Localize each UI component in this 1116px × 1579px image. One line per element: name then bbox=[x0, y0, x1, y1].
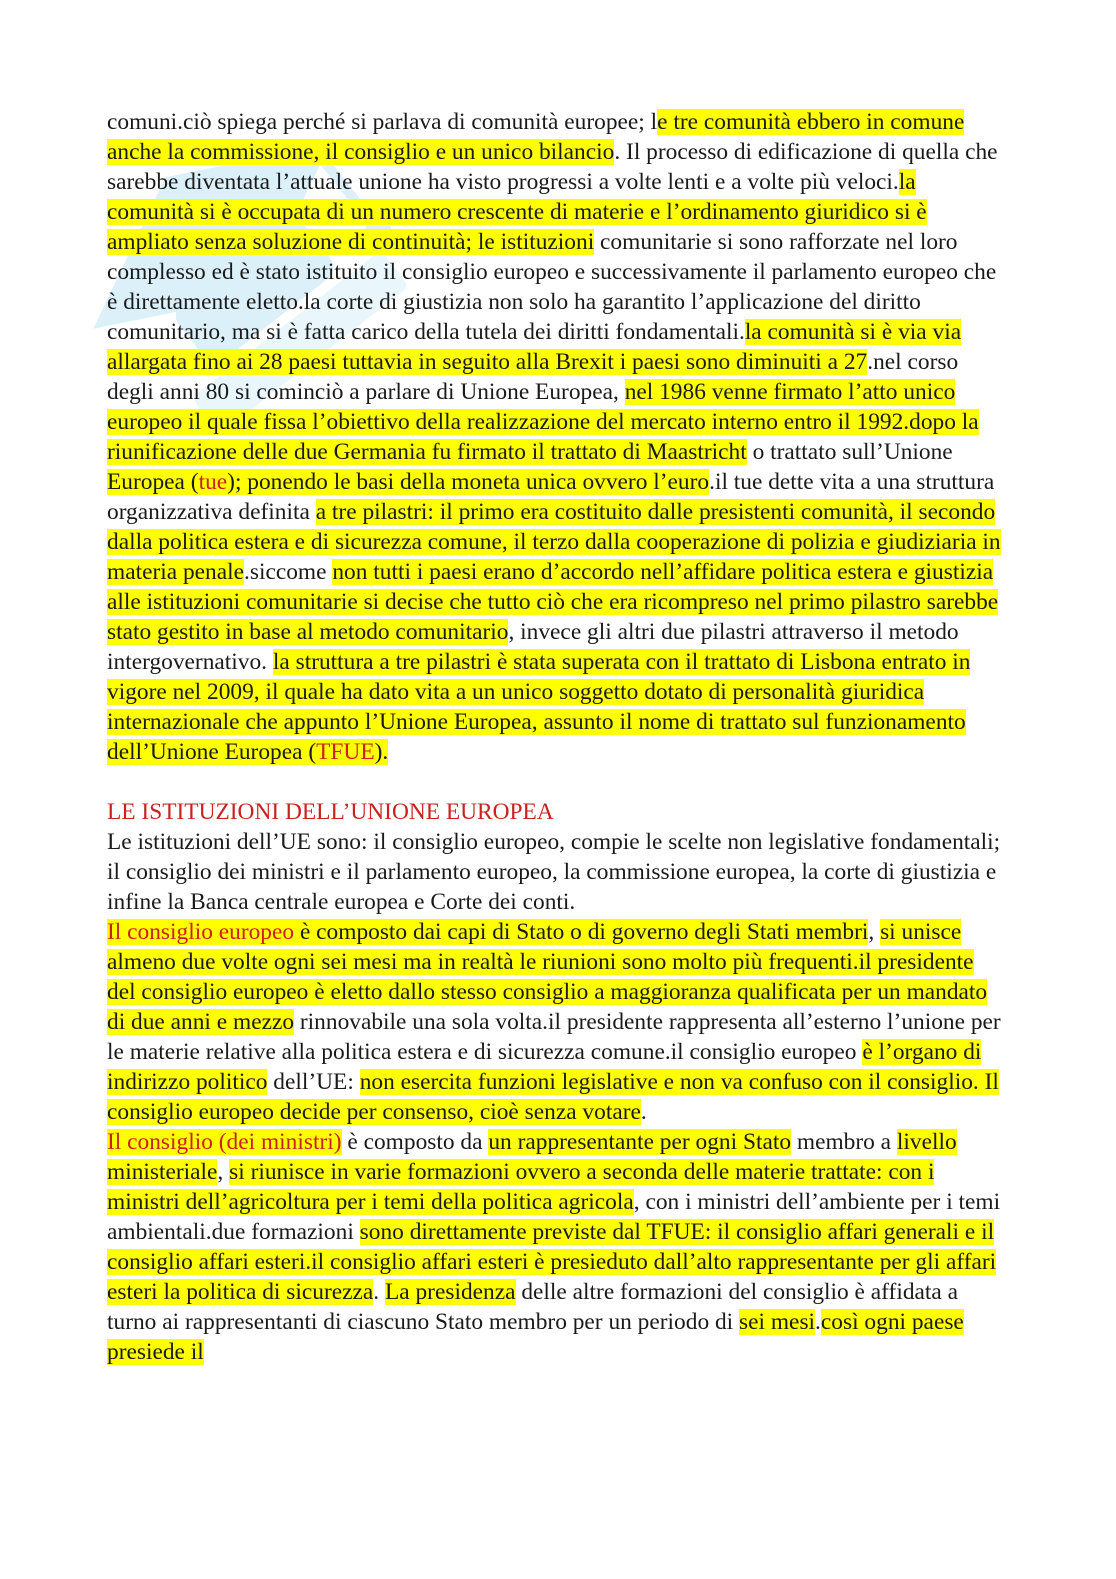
paragraph-council-of-ministers bbox=[107, 1127, 1007, 1367]
highlighted-text: ); ponendo le basi della moneta unica ovvero l’euro bbox=[227, 469, 710, 495]
text-run: comunitarie si sono rafforzate nel loro complesso ed è stato istituito il consiglio europeo e successivamente il parlamento europeo che è direttamente eletto.la corte di giustizia non solo ha garantito l’applicazione del diritto comunitario, ma si è fatta carico della tutela dei diritti fondamentali. bbox=[107, 229, 997, 345]
text-run: . bbox=[640, 1099, 647, 1125]
highlighted-text: non tutti i paesi erano d’accordo nell’affidare politica estera e giustizia alle istituzioni comunitarie si decise che tutto ciò che era ricompreso nel primo pilastro sarebbe stato gestito in base al metodo comunitario bbox=[107, 559, 999, 645]
text-run: , con i ministri dell’ambiente per i temi ambientali.due formazioni bbox=[107, 1189, 1001, 1245]
text-run: .nel corso degli anni 80 si cominciò a parlare di Unione Europea, bbox=[107, 349, 959, 405]
text-run: comuni.ciò spiega perché si parlava di comunità europee; l bbox=[107, 109, 658, 135]
highlighted-text: la comunità si è via via allargata fino ai 28 paesi tuttavia in seguito alla Brexit i paesi sono diminuiti a 27 bbox=[107, 319, 962, 375]
text-run: . bbox=[815, 1309, 821, 1335]
text-run: membro a bbox=[791, 1129, 897, 1155]
highlighted-text: ). bbox=[374, 739, 389, 765]
text-run: delle altre formazioni del consiglio è affidata a turno ai rappresentanti di ciascuno Stato membro per un periodo di bbox=[107, 1279, 959, 1335]
highlighted-text: La presidenza bbox=[384, 1279, 516, 1305]
highlighted-text: livello ministeriale bbox=[107, 1129, 957, 1185]
red-highlighted-acronym: tue bbox=[198, 469, 228, 495]
highlighted-text: è l’organo di indirizzo politico bbox=[107, 1039, 982, 1095]
highlighted-text: a tre pilastri: il primo era costituito dalle presistenti comunità, il secondo dalla politica estera e di sicurezza comune, il terzo dalla cooperazione di polizia e giudiziaria in materia penale bbox=[107, 499, 1001, 585]
text-run: .siccome bbox=[244, 559, 333, 585]
paragraph-intro bbox=[107, 107, 1007, 767]
highlighted-text: è composto dai capi di Stato o di governo degli Stati membri bbox=[294, 919, 869, 945]
highlighted-text: sei mesi bbox=[739, 1309, 816, 1335]
red-highlighted-acronym: TFUE bbox=[316, 739, 375, 765]
text-run: , bbox=[217, 1159, 230, 1185]
text-run: è composto da bbox=[341, 1129, 489, 1155]
highlighted-text: un rappresentante per ogni Stato bbox=[488, 1129, 792, 1155]
section-heading: LE ISTITUZIONI DELL’UNIONE EUROPEA bbox=[107, 799, 554, 825]
text-run: .il tue dette vita a una struttura organizzativa definita bbox=[107, 469, 995, 525]
paragraph-european-council bbox=[107, 917, 1007, 1127]
highlighted-text: così ogni paese presiede il bbox=[107, 1309, 964, 1365]
highlighted-text: si riunisce in varie formazioni ovvero a seconda delle materie trattate: con i ministri dell’agricoltura per i temi della politica agricola bbox=[107, 1159, 935, 1215]
red-highlighted-term: Il consiglio europeo bbox=[107, 919, 295, 945]
highlighted-text: sono direttamente previste dal TFUE: il consiglio affari generali e il consiglio affari esteri.il consiglio affari esteri è presieduto dall’alto rappresentante per gli affari esteri la politica di sicurezza bbox=[107, 1219, 997, 1305]
text-run: dell’UE: bbox=[267, 1069, 360, 1095]
highlighted-text: e tre comunità ebbero in comune anche la commissione, il consiglio e un unico bilancio bbox=[107, 109, 965, 165]
text-run: . Il processo di edificazione di quella che sarebbe diventata l’attuale unione ha visto progressi a volte lenti e a volte più veloci. bbox=[107, 139, 998, 195]
text-run: , bbox=[868, 919, 881, 945]
highlighted-text: nel 1986 venne firmato l’atto unico europeo il quale fissa l’obiettivo della realizzazione del mercato interno entro il 1992.dopo la riunificazione delle due Germania fu firmato il trattato di Maastricht bbox=[107, 379, 979, 465]
highlighted-text: non esercita funzioni legislative e non va confuso con il consiglio. Il consiglio europeo decide per consenso, cioè senza votare bbox=[107, 1069, 999, 1125]
paragraph-institutions: Le istituzioni dell’UE sono: il consiglio europeo, compie le scelte non legislative fondamentali; il consiglio dei ministri e il parlamento europeo, la commissione europea, la corte di giustizia e infine la Banca centrale europea e Corte dei conti. bbox=[107, 829, 1001, 915]
highlighted-text: si unisce almeno due volte ogni sei mesi ma in realtà le riunioni sono molto più frequenti.il presidente del consiglio europeo è eletto dallo stesso consiglio a maggioranza qualificata per un mandato di due anni e mezzo bbox=[107, 919, 988, 1035]
text-run: o trattato sull’Unione bbox=[746, 439, 953, 465]
highlighted-text: la comunità si è occupata di un numero crescente di materie e l’ordinamento giuridico si è ampliato senza soluzione di continuità; le istituzioni bbox=[107, 169, 927, 255]
text-run: , invece gli altri due pilastri attraverso il metodo intergovernativo. bbox=[107, 619, 959, 675]
highlighted-text: Europea ( bbox=[107, 469, 199, 495]
text-run: rinnovabile una sola volta.il presidente rappresenta all’esterno l’unione per le materie relative alla politica estera e di sicurezza comune.il consiglio europeo bbox=[107, 1009, 1001, 1065]
document-body bbox=[107, 107, 1007, 1367]
text-run: . bbox=[373, 1279, 385, 1305]
highlighted-text: la struttura a tre pilastri è stata superata con il trattato di Lisbona entrato in vigore nel 2009, il quale ha dato vita a un unico soggetto dotato di personalità giuridica internazionale che appunto l’Unione Europea, assunto il nome di trattato sul funzionamento dell’Unione Europea ( bbox=[107, 649, 971, 765]
red-highlighted-term: Il consiglio (dei ministri) bbox=[107, 1129, 342, 1155]
